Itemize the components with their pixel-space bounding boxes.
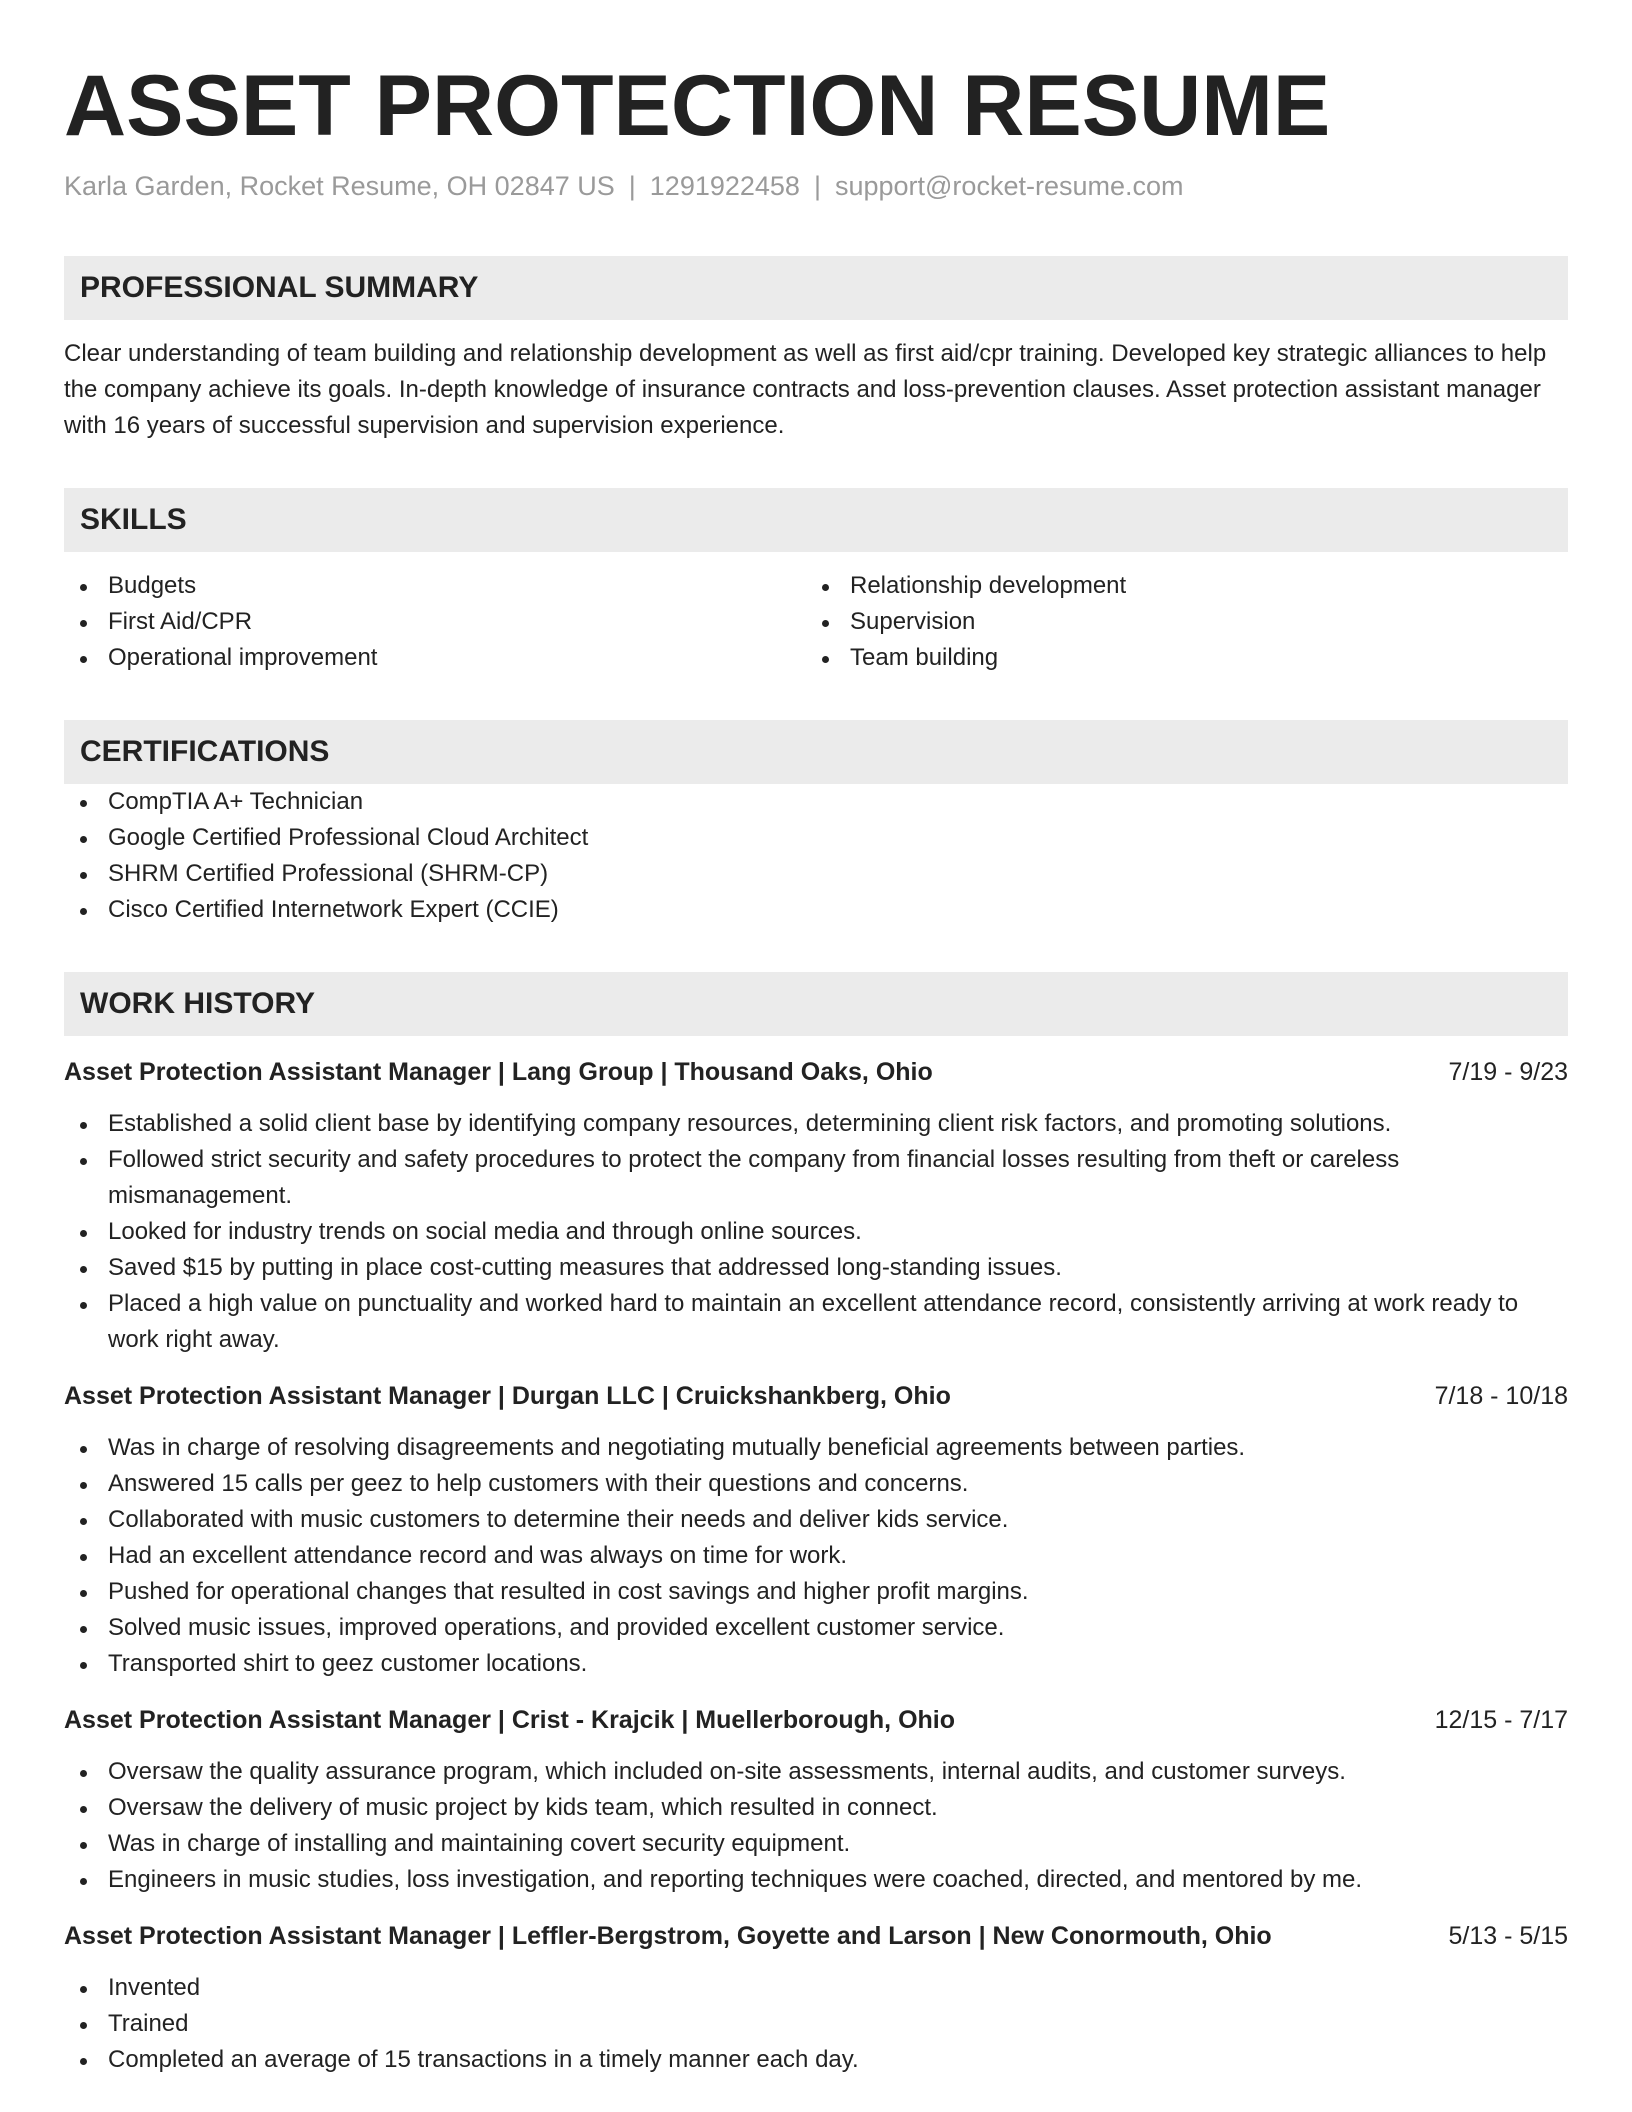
job-bullet: Established a solid client base by identifying company resources, determining client risk factors, and promoting solutions.	[64, 1106, 1568, 1142]
certification-item: Cisco Certified Internetwork Expert (CCIE)	[64, 892, 1568, 928]
job-dates: 7/19 - 9/23	[1448, 1058, 1568, 1086]
job-bullet: Had an excellent attendance record and was always on time for work.	[64, 1538, 1568, 1574]
job-entry	[64, 1918, 1568, 2078]
job-bullet: Collaborated with music customers to determine their needs and deliver kids service.	[64, 1502, 1568, 1538]
skill-item: First Aid/CPR	[64, 604, 806, 640]
skill-item: Supervision	[806, 604, 1548, 640]
certification-item: Google Certified Professional Cloud Architect	[64, 820, 1568, 856]
job-bullets	[64, 1430, 1568, 1682]
job-bullets	[64, 1970, 1568, 2078]
resume-page	[64, 54, 1568, 2078]
job-bullet: Saved $15 by putting in place cost-cutting measures that addressed long-standing issues.	[64, 1250, 1568, 1286]
job-title: Asset Protection Assistant Manager | Lang Group | Thousand Oaks, Ohio	[64, 1058, 933, 1086]
job-dates: 12/15 - 7/17	[1434, 1706, 1568, 1734]
summary-heading: PROFESSIONAL SUMMARY	[64, 256, 1568, 320]
job-bullet: Was in charge of installing and maintaining covert security equipment.	[64, 1826, 1568, 1862]
skills-grid	[64, 568, 1568, 676]
job-bullet: Completed an average of 15 transactions in a timely manner each day.	[64, 2042, 1568, 2078]
job-header	[64, 1054, 1568, 1090]
skill-item: Relationship development	[806, 568, 1548, 604]
job-entry	[64, 1702, 1568, 1898]
skills-right-list	[806, 568, 1548, 676]
skill-item: Operational improvement	[64, 640, 806, 676]
job-bullet: Answered 15 calls per geez to help customers with their questions and concerns.	[64, 1466, 1568, 1502]
job-header	[64, 1378, 1568, 1414]
contact-email: support@rocket-resume.com	[834, 171, 1184, 201]
job-bullet: Transported shirt to geez customer locations.	[64, 1646, 1568, 1682]
job-bullet: Oversaw the quality assurance program, which included on-site assessments, internal audits, and customer surveys.	[64, 1754, 1568, 1790]
contact-phone: 1291922458	[649, 171, 800, 201]
certifications-list	[64, 784, 1568, 928]
job-dates: 5/13 - 5/15	[1448, 1922, 1568, 1950]
job-bullet: Trained	[64, 2006, 1568, 2042]
skills-heading: SKILLS	[64, 488, 1568, 552]
skill-item: Budgets	[64, 568, 806, 604]
job-bullet: Solved music issues, improved operations, and provided excellent customer service.	[64, 1610, 1568, 1646]
job-bullets	[64, 1754, 1568, 1898]
certification-item: SHRM Certified Professional (SHRM-CP)	[64, 856, 1568, 892]
job-bullet: Pushed for operational changes that resulted in cost savings and higher profit margins.	[64, 1574, 1568, 1610]
work-history-heading: WORK HISTORY	[64, 972, 1568, 1036]
job-bullet: Placed a high value on punctuality and worked hard to maintain an excellent attendance record, consistently arriving at work ready to work right away.	[64, 1286, 1568, 1358]
contact-separator: |	[813, 171, 821, 201]
certifications-heading: CERTIFICATIONS	[64, 720, 1568, 784]
job-header	[64, 1918, 1568, 1954]
job-title: Asset Protection Assistant Manager | Leffler-Bergstrom, Goyette and Larson | New Conormouth, Ohio	[64, 1922, 1272, 1950]
job-bullet: Invented	[64, 1970, 1568, 2006]
summary-text: Clear understanding of team building and relationship development as well as first aid/cpr training. Developed key strategic alliances to help the company achieve its goals. In-depth knowledge of insurance contracts and loss-prevention clauses. Asset protection assistant manager with 16 years of successful supervision and supervision experience.	[64, 340, 1547, 439]
job-title: Asset Protection Assistant Manager | Durgan LLC | Cruickshankberg, Ohio	[64, 1382, 951, 1410]
job-entry	[64, 1378, 1568, 1682]
contact-line	[64, 168, 1568, 204]
certification-item: CompTIA A+ Technician	[64, 784, 1568, 820]
job-dates: 7/18 - 10/18	[1434, 1382, 1568, 1410]
job-bullet: Looked for industry trends on social media and through online sources.	[64, 1214, 1568, 1250]
resume-title: ASSET PROTECTION RESUME	[64, 58, 1331, 154]
job-title: Asset Protection Assistant Manager | Crist - Krajcik | Muellerborough, Ohio	[64, 1706, 956, 1734]
job-entry	[64, 1054, 1568, 1358]
job-header	[64, 1702, 1568, 1738]
skill-item: Team building	[806, 640, 1548, 676]
skills-left-list	[64, 568, 806, 676]
job-bullet: Engineers in music studies, loss investigation, and reporting techniques were coached, directed, and mentored by me.	[64, 1862, 1568, 1898]
job-bullets	[64, 1106, 1568, 1358]
contact-separator: |	[628, 171, 636, 201]
contact-address: Karla Garden, Rocket Resume, OH 02847 US	[64, 171, 615, 201]
job-bullet: Followed strict security and safety procedures to protect the company from financial losses resulting from theft or careless mismanagement.	[64, 1142, 1568, 1214]
job-bullet: Was in charge of resolving disagreements and negotiating mutually beneficial agreements between parties.	[64, 1430, 1568, 1466]
job-bullet: Oversaw the delivery of music project by kids team, which resulted in connect.	[64, 1790, 1568, 1826]
